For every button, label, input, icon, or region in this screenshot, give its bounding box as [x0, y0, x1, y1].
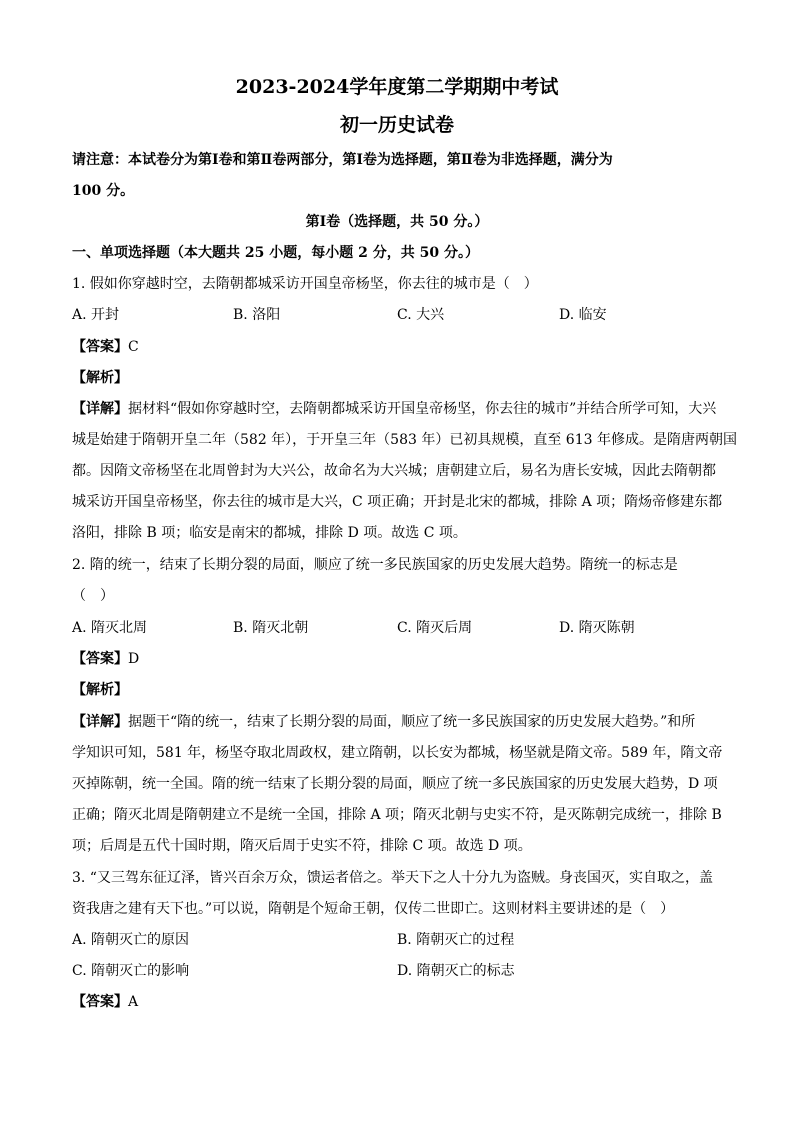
- q2-detail-line-1: [72, 712, 722, 732]
- notice-line-1: 请注意：本试卷分为第Ⅰ卷和第Ⅱ卷两部分，第Ⅰ卷为选择题，第Ⅱ卷为非选择题，满分为: [72, 152, 613, 168]
- answer-label: 【答案】: [72, 339, 128, 355]
- q3-answer: [72, 992, 722, 1012]
- q1-detail-line-3: 都。因隋文帝杨坚在北周曾封为大兴公，故命名为大兴城；唐朝建立后，易名为唐长安城，因此去隋朝都: [72, 463, 716, 479]
- q1-detail-line-2: 城是始建于隋朝开皇二年（582 年），于开皇三年（583 年）已初具规模，直至 613 年修成。是隋唐两朝国: [72, 432, 737, 448]
- answer-label: 【答案】: [72, 651, 128, 667]
- analysis-label: 【解析】: [72, 682, 128, 698]
- q2-detail-line-5: 项；后周是五代十国时期，隋灭后周于史实不符，排除 C 项。故选 D 项。: [72, 838, 532, 854]
- q3-option-b: B. 隋朝灭亡的过程: [397, 932, 515, 948]
- q2-answer: [72, 649, 722, 669]
- q2-detail-line-2: 学知识可知，581 年，杨坚夺取北周政权，建立隋朝，以长安为都城，杨坚就是隋文帝。589 年，隋文帝: [72, 745, 723, 761]
- q3-option-a: A. 隋朝灭亡的原因: [72, 932, 190, 948]
- q1-option-b: B. 洛阳: [233, 307, 281, 323]
- detail-label: 【详解】: [72, 714, 128, 730]
- q2-stem-line-1: 2. 隋的统一，结束了长期分裂的局面，顺应了统一多民族国家的历史发展大趋势。隋统一的标志是: [72, 557, 678, 573]
- q3-stem-line-2: 资我唐之建有天下也。”可以说，隋朝是个短命王朝，仅传二世即亡。这则材料主要讲述的是（ ）: [72, 901, 675, 917]
- q2-option-a: A. 隋灭北周: [72, 620, 148, 636]
- part1-heading: 第Ⅰ卷（选择题，共 50 分。）: [305, 214, 489, 230]
- q1-detail-line-1: [72, 399, 722, 419]
- q2-detail-line-3: 灭掉陈朝，统一全国。隋的统一结束了长期分裂的局面，顺应了统一多民族国家的历史发展大趋势，D 项: [72, 776, 718, 792]
- notice-line-2: 100 分。: [72, 183, 135, 199]
- analysis-label: 【解析】: [72, 370, 128, 386]
- q1-option-c: C. 大兴: [397, 307, 445, 323]
- q1-stem: 1. 假如你穿越时空，去隋朝都城采访开国皇帝杨坚，你去往的城市是（ ）: [72, 276, 538, 292]
- section1-heading: 一、单项选择题（本大题共 25 小题，每小题 2 分，共 50 分。）: [72, 245, 479, 261]
- q1-option-d: D. 临安: [559, 307, 607, 323]
- q3-stem-line-1: 3. “又三驾东征辽泽，皆兴百余万众，馈运者倍之。举天下之人十分九为盗贼。身丧国灭，实自取之，盖: [72, 870, 713, 886]
- q2-analysis-label: [72, 680, 722, 700]
- detail-label: 【详解】: [72, 401, 128, 417]
- q3-answer-value: A: [128, 994, 139, 1010]
- exam-subtitle: 初一历史试卷: [339, 114, 454, 136]
- q3-option-d: D. 隋朝灭亡的标志: [397, 963, 515, 979]
- q2-stem-line-2: （ ）: [72, 588, 114, 604]
- q2-option-c: C. 隋灭后周: [397, 620, 473, 636]
- q1-option-a: A. 开封: [72, 307, 120, 323]
- answer-label: 【答案】: [72, 994, 128, 1010]
- q1-answer-value: C: [128, 339, 139, 355]
- q1-detail-line-4: 城采访开国皇帝杨坚，你去往的城市是大兴，C 项正确；开封是北宋的都城，排除 A 项；隋炀帝修建东都: [72, 494, 723, 510]
- q1-answer: [72, 337, 722, 357]
- q2-detail-line-4: 正确；隋灭北周是隋朝建立不是统一全国，排除 A 项；隋灭北朝与史实不符，是灭陈朝完成统一，排除 B: [72, 807, 722, 823]
- q2-answer-value: D: [128, 651, 140, 667]
- q1-detail-line-5: 洛阳，排除 B 项；临安是南宋的都城，排除 D 项。故选 C 项。: [72, 525, 467, 541]
- q1-analysis-label: [72, 368, 722, 388]
- q2-option-d: D. 隋灭陈朝: [559, 620, 635, 636]
- exam-title: 2023-2024学年度第二学期期中考试: [235, 76, 559, 98]
- q3-option-c: C. 隋朝灭亡的影响: [72, 963, 190, 979]
- q1-detail-text-1: 据材料“假如你穿越时空，去隋朝都城采访开国皇帝杨坚，你去往的城市”并结合所学可知，大兴: [128, 401, 717, 417]
- q2-option-b: B. 隋灭北朝: [233, 620, 309, 636]
- q2-detail-text-1: 据题干“隋的统一，结束了长期分裂的局面，顺应了统一多民族国家的历史发展大趋势。”和所: [128, 714, 696, 730]
